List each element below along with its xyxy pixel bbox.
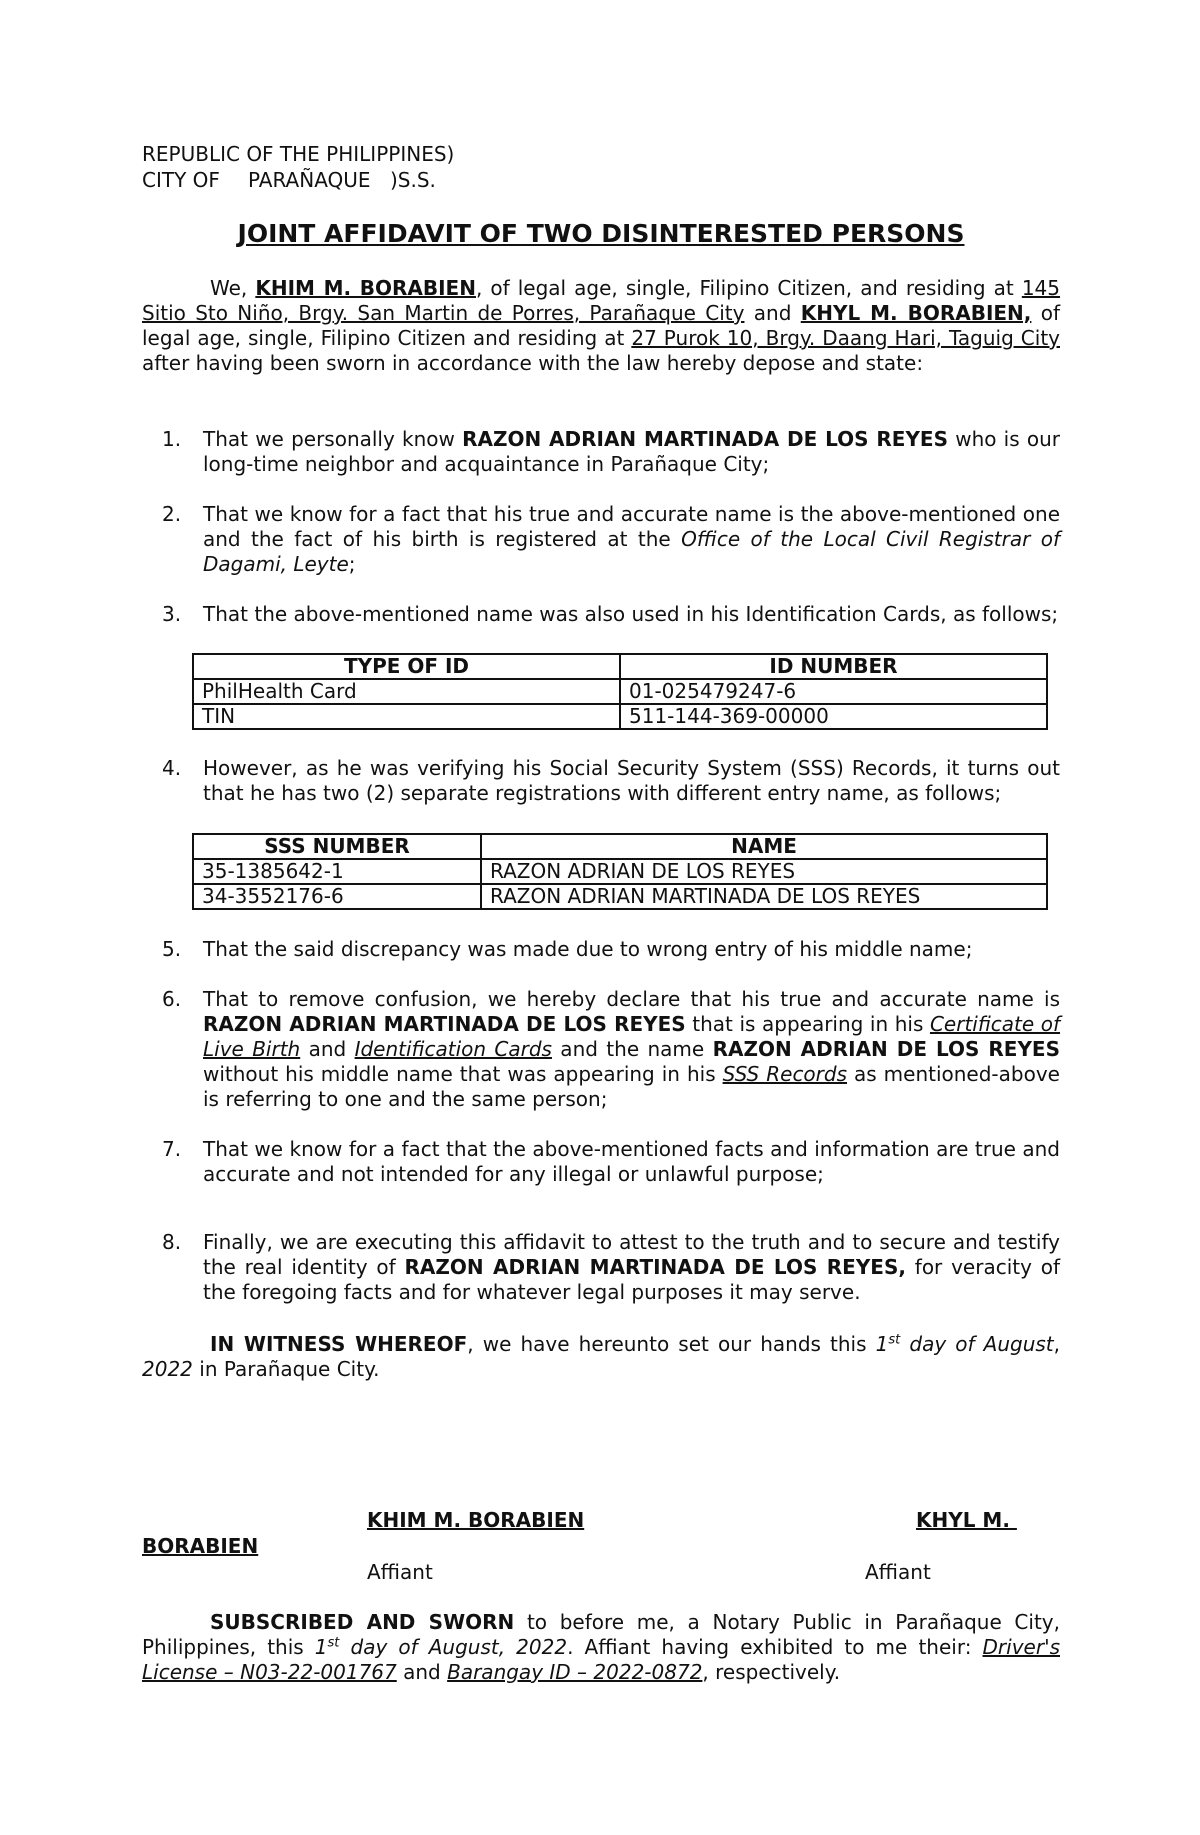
affiant2-address: 27 Purok 10, Brgy. Daang Hari, Taguig City [631,326,1060,350]
list-item-5 [142,937,1060,962]
header-city-name: PARAÑAQUE [248,168,371,192]
item-text: That the above-mentioned name was also used in his Identification Cards, as follows; [203,602,1059,626]
header-republic: REPUBLIC OF THE PHILIPPINES) [142,142,455,166]
column-header: NAME [481,834,1047,859]
item-text: for veracity of the foregoing facts and for whatever legal purposes it may serve. [203,1255,1061,1304]
item-text: However, as he was verifying his Social Security System (SSS) Records, it turns out that he has two (2) separate registrations with different entry name, as follows; [203,756,1060,805]
witness-date: day of August [900,1332,1054,1356]
affiant2-signature-name: KHYL M. [916,1508,1017,1532]
item-number: 4. [162,756,182,780]
item-number: 6. [162,987,182,1011]
item-text: That we know for a fact that the above-mentioned facts and information are true and accurate and not intended for any illegal or unlawful purpose; [203,1137,1060,1186]
list-item-2 [142,502,1060,577]
affiant1-role: Affiant [367,1560,433,1584]
table-cell: 511-144-369-00000 [620,704,1047,729]
jurat-day: 1 [314,1635,328,1659]
table-cell: TIN [193,704,620,729]
intro-paragraph [142,276,1060,376]
document-title [142,218,1060,250]
list-item-8 [142,1230,1060,1305]
table-row [193,704,1047,729]
table-cell: 01-025479247-6 [620,679,1047,704]
table-cell: 34-3552176-6 [193,884,481,909]
witness-day-suffix: st [888,1332,901,1348]
affiant1-address: 145 Sitio Sto Niño, Brgy. San Martin de Porres, Parañaque City [142,276,1061,325]
item-text: That we personally know [203,427,463,451]
sss-records-ref: SSS Records [722,1062,848,1086]
header-city [142,168,842,194]
table-row [193,884,1047,909]
id-cards-ref: Identification Cards [354,1037,552,1061]
subject-name: RAZON ADRIAN MARTINADA DE LOS REYES [203,1012,686,1036]
witness-text: , we have hereunto set our hands this [467,1332,876,1356]
item-number: 1. [162,427,182,451]
item-text: That we know for a fact that his true and accurate name is the above-mentioned one and the fact of his birth is registered at the [203,502,1060,551]
item-text: That to remove confusion, we hereby declare that his true and accurate name is [203,987,1060,1011]
item-text: That the said discrepancy was made due to wrong entry of his middle name; [203,937,973,961]
item-number: 7. [162,1137,182,1161]
subject-name: RAZON ADRIAN MARTINADA DE LOS REYES [462,427,948,451]
item-number: 8. [162,1230,182,1254]
item-number: 5. [162,937,182,961]
list-item-6 [142,987,1060,1112]
table-cell: PhilHealth Card [193,679,620,704]
intro-text-2: , of legal age, single, Filipino Citizen, and residing at [475,276,1022,300]
list-item-7 [142,1137,1060,1187]
registrar-office: Office of the Local Civil Registrar of Dagami, Leyte [203,527,1060,576]
header-city-label: CITY OF [142,168,220,192]
list-item-1 [142,427,1060,477]
witness-day: 1 [875,1332,889,1356]
list-item-3 [142,602,1060,627]
item-number: 2. [162,502,182,526]
drivers-license-ref: Driver's License – N03-22-001767 [142,1635,1060,1684]
title-text: JOINT AFFIDAVIT OF TWO DISINTERESTED PERSONS [237,219,965,248]
sss-table [192,833,1048,910]
jurat-text: to before me, a Notary Public in Parañaque City, Philippines, this [142,1610,1060,1659]
table-header-row [193,834,1047,859]
witness-heading: IN WITNESS WHEREOF [210,1332,468,1356]
column-header: ID NUMBER [620,654,1047,679]
intro-text-4: of legal age, single, Filipino Citizen and residing at [142,301,1060,350]
affiant2-role: Affiant [865,1560,931,1584]
header-ss: )S.S. [390,168,436,192]
table-row [193,679,1047,704]
birth-certificate-ref: Certificate of Live Birth [203,1012,1061,1061]
item-text: ; [348,552,356,576]
column-header: SSS NUMBER [193,834,481,859]
jurat-text: , respectively. [702,1660,841,1684]
item-text: as mentioned-above is referring to one and the same person; [203,1062,1060,1111]
witness-text: in Parañaque City. [192,1357,380,1381]
jurat-paragraph [142,1610,1060,1685]
affiant1-signature-name: KHIM M. BORABIEN [367,1508,585,1532]
table-cell: RAZON ADRIAN DE LOS REYES [481,859,1047,884]
barangay-id-ref: Barangay ID – 2022-0872 [447,1660,703,1684]
intro-text-5: after having been sworn in accordance with the law hereby depose and state: [142,351,924,375]
column-header: TYPE OF ID [193,654,620,679]
witness-paragraph [142,1332,1060,1382]
table-cell: 35-1385642-1 [193,859,481,884]
list-item-4 [142,756,1060,806]
jurat-date: day of August, 2022 [339,1635,568,1659]
alternate-name: RAZON ADRIAN DE LOS REYES [712,1037,1060,1061]
item-text: who is our long-time neighbor and acquaintance in Parañaque City; [203,427,1061,476]
intro-text-1: We, [210,276,256,300]
subject-name: RAZON ADRIAN MARTINADA DE LOS REYES, [404,1255,906,1279]
witness-comma: , [1053,1332,1061,1356]
affiant1-name: KHIM M. BORABIEN [255,276,476,300]
item-text: and [300,1037,355,1061]
item-number: 3. [162,602,182,626]
affiant2-name: KHYL M. BORABIEN, [800,301,1032,325]
affiant2-signature-surname: BORABIEN [142,1534,259,1558]
jurat-day-suffix: st [327,1635,340,1651]
id-table [192,653,1048,730]
table-cell: RAZON ADRIAN MARTINADA DE LOS REYES [481,884,1047,909]
item-text: Finally, we are executing this affidavit to attest to the truth and to secure and testify the real identity of [203,1230,1060,1279]
jurat-text: . Affiant having exhibited to me their: [567,1635,983,1659]
table-row [193,859,1047,884]
table-header-row [193,654,1047,679]
document-header [142,142,842,194]
intro-text-3: and [744,301,801,325]
item-text: without his middle name that was appearing in his [203,1062,723,1086]
item-text: and the name [551,1037,713,1061]
witness-year: 2022 [142,1357,193,1381]
jurat-text: and [396,1660,448,1684]
item-text: that is appearing in his [685,1012,930,1036]
jurat-heading: SUBSCRIBED AND SWORN [210,1610,515,1634]
